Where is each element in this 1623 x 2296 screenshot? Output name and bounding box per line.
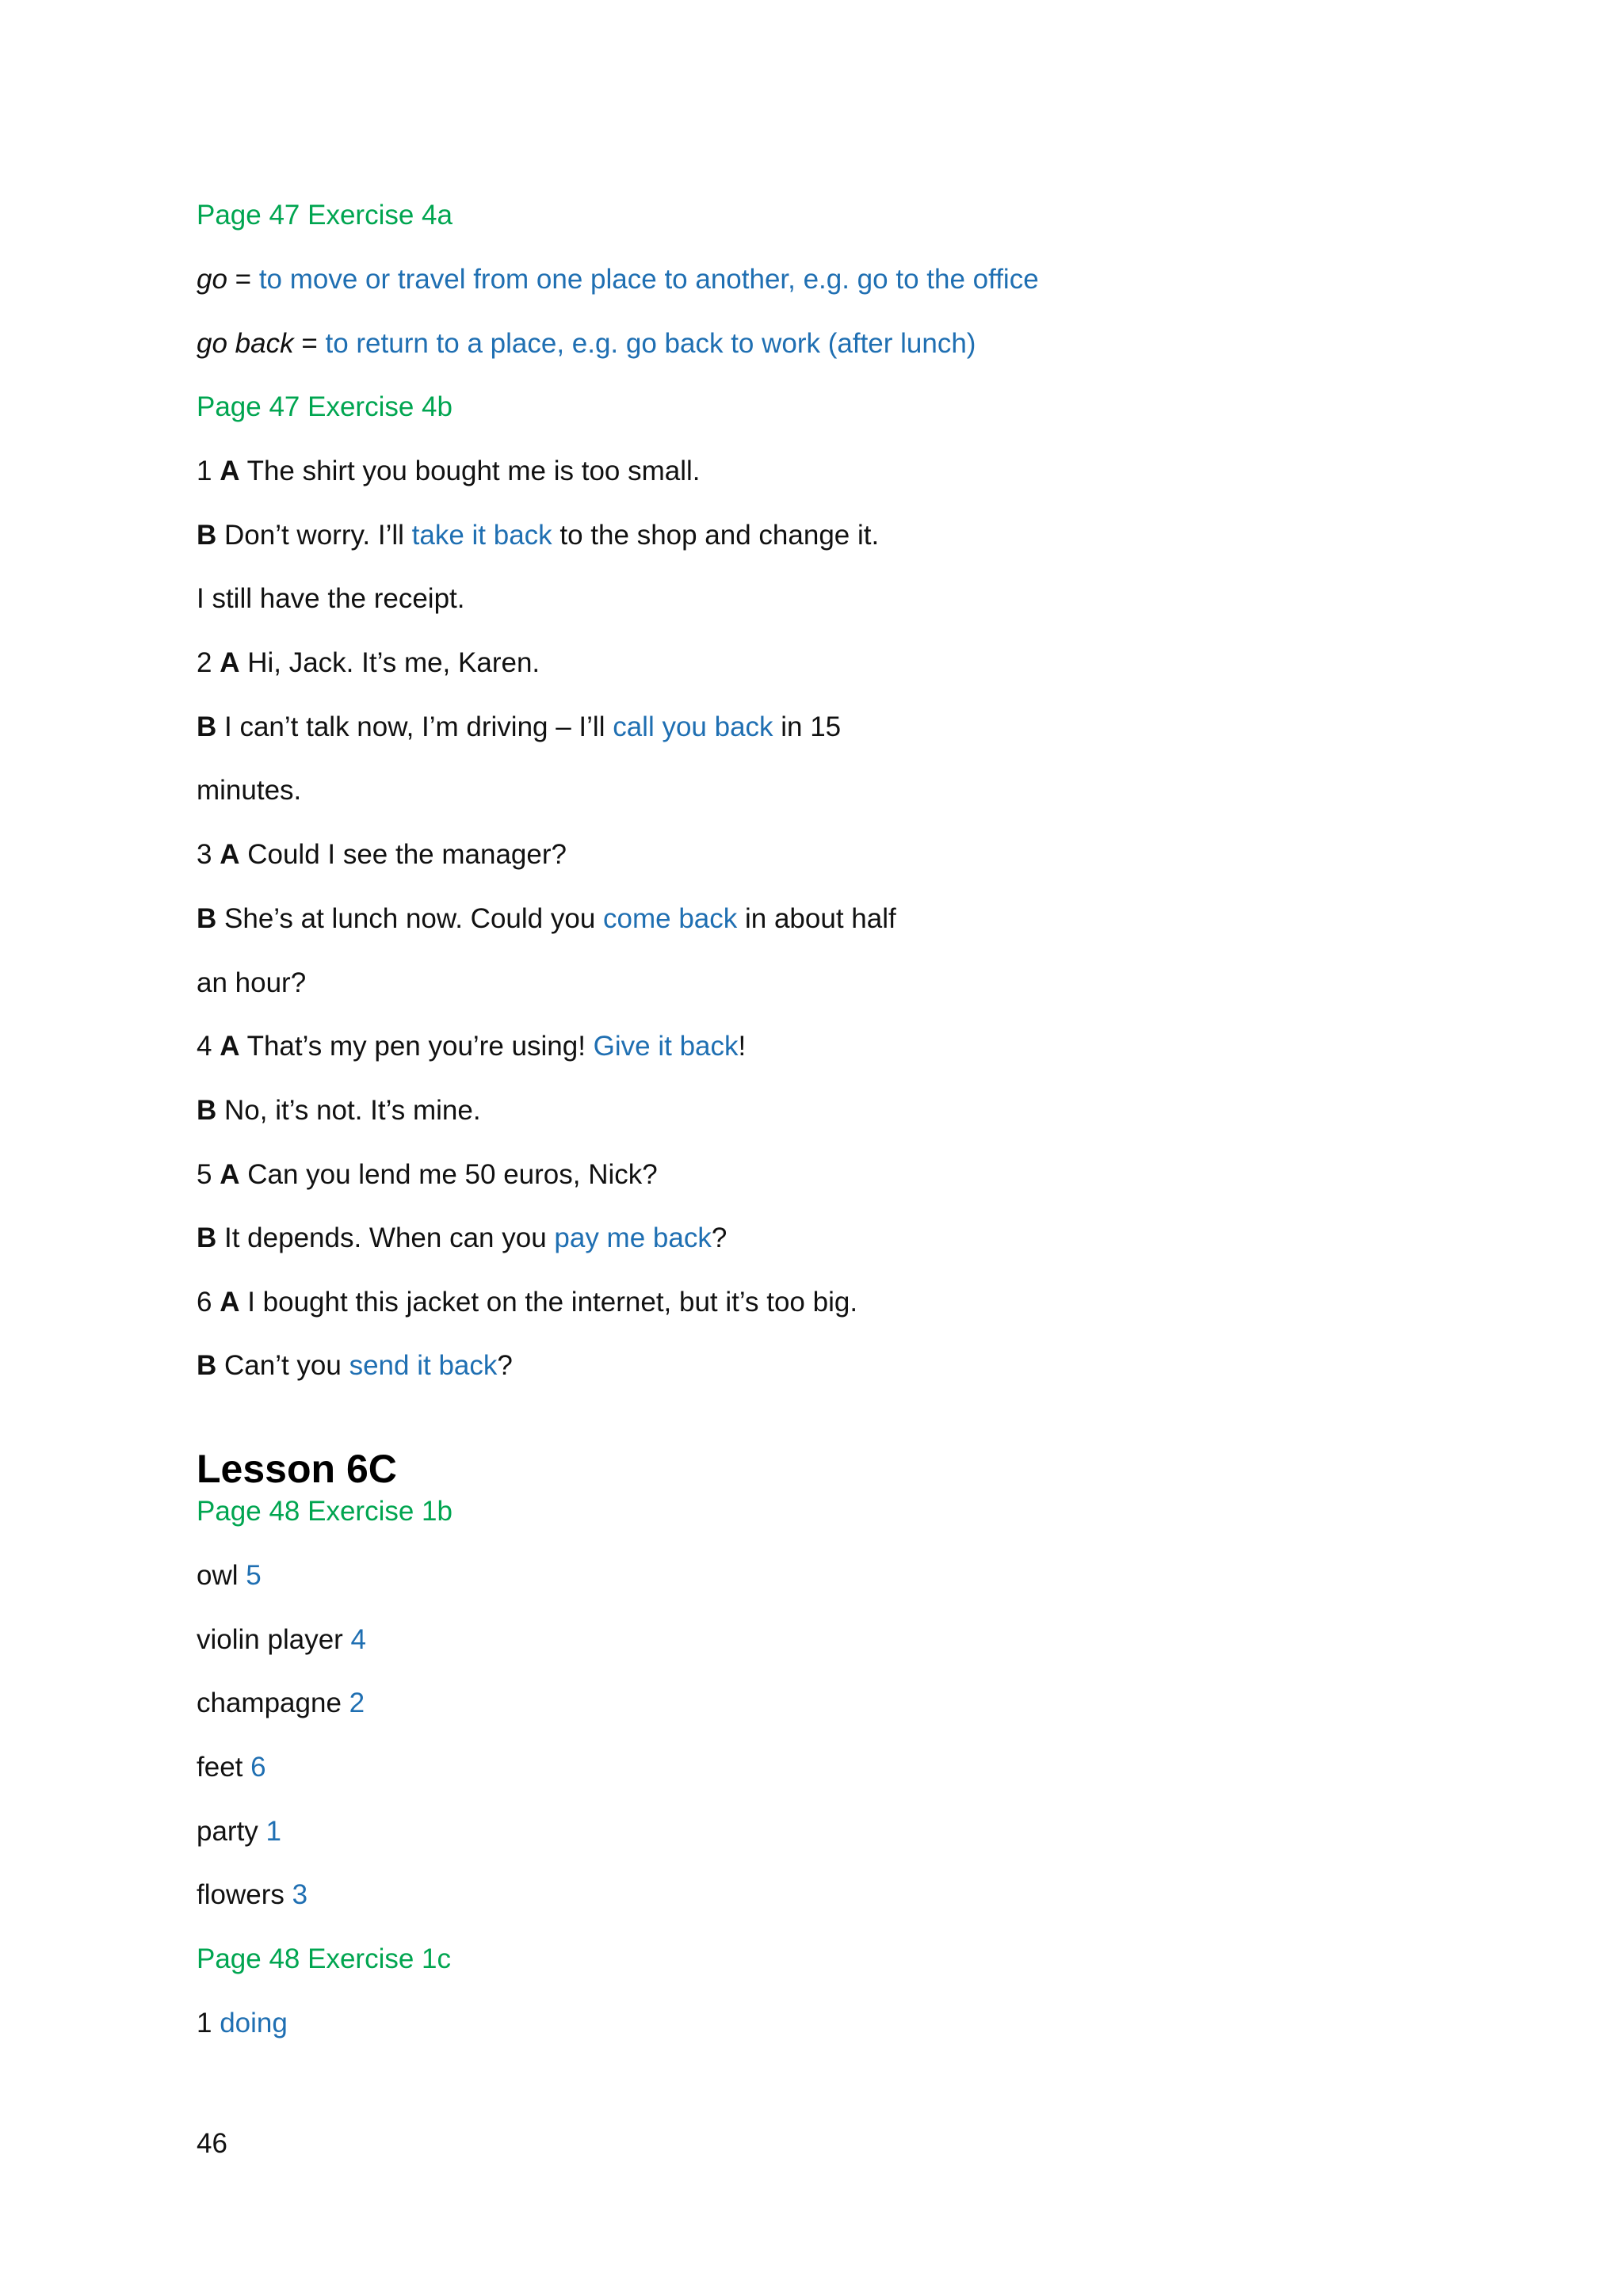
line-text: It depends. When can you xyxy=(216,1222,555,1253)
dialogue-1-b-cont: I still have the receipt. xyxy=(197,583,465,614)
match-word: violin player xyxy=(197,1624,351,1655)
speaker-b: B xyxy=(197,520,217,551)
item-number: 5 xyxy=(197,1159,220,1190)
match-item xyxy=(197,1814,281,1849)
speaker-b: B xyxy=(197,1095,217,1126)
match-word: party xyxy=(197,1816,266,1847)
answer: take it back xyxy=(411,520,552,551)
definition-go-back xyxy=(197,326,976,361)
line-text: ! xyxy=(738,1031,747,1062)
lesson-title: Lesson 6C xyxy=(197,1447,397,1491)
line-text: in about half xyxy=(737,903,896,934)
item-number: 2 xyxy=(197,647,220,678)
dialogue-2-b xyxy=(197,710,841,745)
speaker-b: B xyxy=(197,1222,217,1253)
match-item xyxy=(197,1686,365,1721)
dialogue-2-b-cont: minutes. xyxy=(197,775,302,806)
match-number: 5 xyxy=(246,1560,262,1591)
answer: Give it back xyxy=(593,1031,739,1062)
line-text: to the shop and change it. xyxy=(552,520,880,551)
line-text: Can you lend me 50 euros, Nick? xyxy=(239,1159,658,1190)
line-text: Can’t you xyxy=(216,1350,349,1381)
match-item xyxy=(197,1878,307,1913)
line-text: I bought this jacket on the internet, but it’s too big. xyxy=(239,1287,858,1318)
speaker-a: A xyxy=(220,1031,240,1062)
answer: to move or travel from one place to another, e.g. go to the office xyxy=(258,264,1039,295)
match-item xyxy=(197,1750,266,1785)
line-text: ? xyxy=(711,1222,727,1253)
match-number: 6 xyxy=(250,1752,266,1783)
speaker-a: A xyxy=(220,647,240,678)
match-number: 1 xyxy=(265,1816,282,1847)
speaker-a: A xyxy=(220,839,240,870)
line-text: Hi, Jack. It’s me, Karen. xyxy=(239,647,540,678)
term: go back xyxy=(197,328,294,359)
speaker-b: B xyxy=(197,1350,217,1381)
answer: call you back xyxy=(613,711,773,742)
item-number: 4 xyxy=(197,1031,220,1062)
exercise-heading-1c: Page 48 Exercise 1c xyxy=(197,1943,452,1974)
item-number: 3 xyxy=(197,839,220,870)
match-word: feet xyxy=(197,1752,251,1783)
item-number: 1 xyxy=(197,2008,220,2039)
speaker-b: B xyxy=(197,711,217,742)
dialogue-4-a xyxy=(197,1029,746,1064)
dialogue-6-b xyxy=(197,1348,513,1383)
match-number: 4 xyxy=(350,1624,367,1655)
line-text: That’s my pen you’re using! xyxy=(239,1031,594,1062)
dialogue-4-b xyxy=(197,1093,481,1128)
definition-go xyxy=(197,262,1039,297)
match-item xyxy=(197,1623,366,1657)
answer: send it back xyxy=(349,1350,498,1381)
speaker-b: B xyxy=(197,903,217,934)
match-word: flowers xyxy=(197,1879,292,1910)
speaker-a: A xyxy=(220,1159,240,1190)
item-number: 1 xyxy=(197,456,220,486)
dialogue-2-a xyxy=(197,646,540,681)
line-text: ? xyxy=(497,1350,513,1381)
exercise-1c-answer xyxy=(197,2006,288,2041)
match-item xyxy=(197,1558,262,1593)
dialogue-1-a xyxy=(197,454,701,489)
exercise-heading-4b: Page 47 Exercise 4b xyxy=(197,391,453,422)
dialogue-6-a xyxy=(197,1285,857,1320)
dialogue-1-b xyxy=(197,518,879,553)
match-word: champagne xyxy=(197,1688,349,1718)
equals: = xyxy=(293,328,326,359)
line-text: I can’t talk now, I’m driving – I’ll xyxy=(216,711,613,742)
dialogue-3-a xyxy=(197,837,567,872)
match-number: 3 xyxy=(292,1879,308,1910)
page-number: 46 xyxy=(197,2128,227,2159)
exercise-heading-1b: Page 48 Exercise 1b xyxy=(197,1496,453,1527)
answer: pay me back xyxy=(554,1222,712,1253)
dialogue-3-b xyxy=(197,902,896,936)
line-text: No, it’s not. It’s mine. xyxy=(216,1095,481,1126)
item-number: 6 xyxy=(197,1287,220,1318)
answer: come back xyxy=(603,903,738,934)
dialogue-3-b-cont: an hour? xyxy=(197,967,307,998)
speaker-a: A xyxy=(220,456,240,486)
match-word: owl xyxy=(197,1560,246,1591)
exercise-heading-4a: Page 47 Exercise 4a xyxy=(197,200,453,231)
answer: to return to a place, e.g. go back to work (after lunch) xyxy=(325,328,976,359)
line-text: in 15 xyxy=(773,711,842,742)
match-number: 2 xyxy=(349,1688,365,1718)
answer: doing xyxy=(220,2008,288,2039)
dialogue-5-b xyxy=(197,1221,727,1256)
line-text: She’s at lunch now. Could you xyxy=(216,903,604,934)
line-text: The shirt you bought me is too small. xyxy=(239,456,701,486)
line-text: Could I see the manager? xyxy=(239,839,567,870)
equals: = xyxy=(227,264,259,295)
line-text: Don’t worry. I’ll xyxy=(216,520,412,551)
speaker-a: A xyxy=(220,1287,240,1318)
term: go xyxy=(197,264,227,295)
dialogue-5-a xyxy=(197,1158,658,1192)
